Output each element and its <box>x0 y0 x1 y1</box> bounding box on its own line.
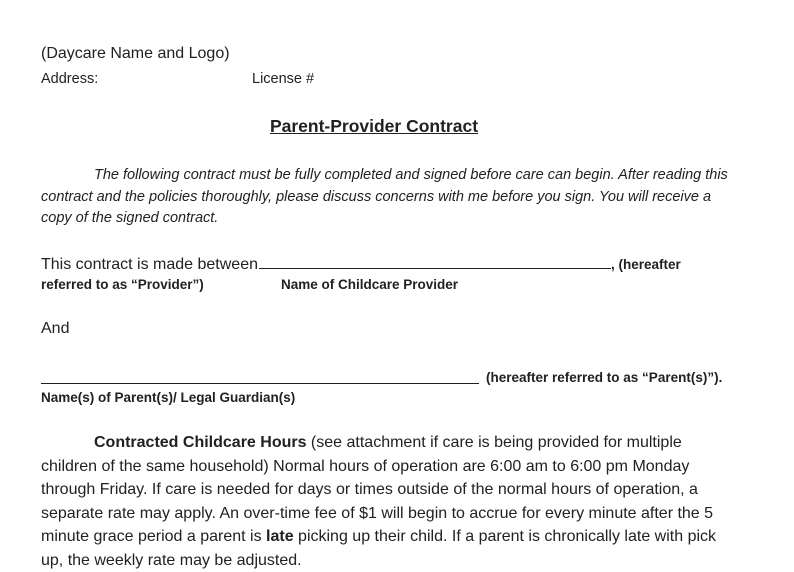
license-label: License # <box>252 71 315 87</box>
provider-name-blank[interactable] <box>259 254 611 269</box>
hours-text-1: (see attachment if care is being provided for multiple children of the same household) Normal hours of operation are 6:00 am to 6:00 pm Monday through Friday. If care is needed for days or times outside of the normal hours of operation, a separate rate may apply. An over-time fee of $1 will begin to accrue for every minute after the 5 minute grace period a parent is <box>41 434 714 545</box>
parent-field-label: Name(s) of Parent(s)/ Legal Guardian(s) <box>41 390 296 405</box>
provider-lead-text: This contract is made between <box>41 256 258 273</box>
daycare-name-placeholder: (Daycare Name and Logo) <box>41 45 230 62</box>
parent-hereafter-text: (hereafter referred to as “Parent(s)”). <box>486 370 723 385</box>
provider-referred-text: referred to as “Provider”) <box>41 277 204 292</box>
hours-heading: Contracted Childcare Hours <box>94 434 307 451</box>
parent-name-blank[interactable] <box>41 368 479 384</box>
and-text: And <box>41 320 70 337</box>
hours-paragraph <box>41 431 741 572</box>
address-label: Address: <box>41 71 99 87</box>
provider-hereafter-text: , (hereafter <box>611 257 681 272</box>
provider-line <box>41 254 681 274</box>
intro-paragraph: The following contract must be fully completed and signed before care can begin. After reading this contract and the policies thoroughly, please discuss concerns with me before you sign. You will receive a copy of the signed contract. <box>41 167 728 226</box>
provider-field-label: Name of Childcare Provider <box>281 277 459 292</box>
page-title: Parent-Provider Contract <box>269 116 479 136</box>
hours-text-2: picking up their child. If a parent is chronically late with pick up, the weekly rate may be adjusted. <box>41 528 717 569</box>
late-word: late <box>266 528 294 545</box>
